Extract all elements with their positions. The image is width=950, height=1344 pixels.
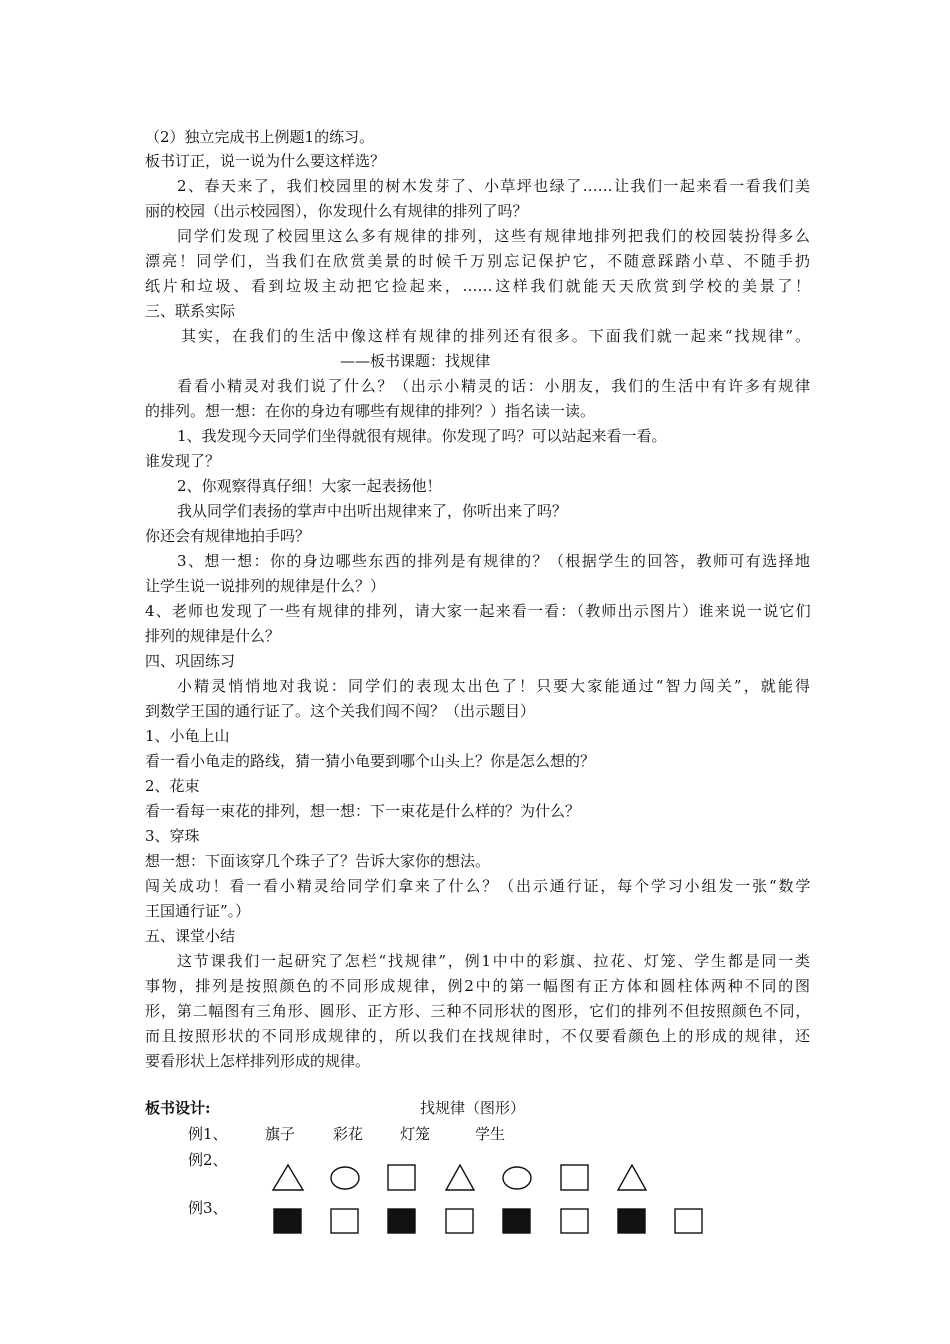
text-line: 到数学王国的通行证了。这个关我们闯不闯？（出示题目）	[145, 702, 536, 720]
text-line: 谁发现了？	[145, 452, 221, 470]
text-line: 王国通行证”。）	[145, 902, 251, 920]
white-square	[675, 1209, 702, 1233]
text-line: 看看小精灵对我们说了什么？（出示小精灵的话：小朋友，我们的生活中有许多有规律	[177, 377, 810, 395]
black-square	[503, 1209, 530, 1233]
white-square	[331, 1209, 358, 1233]
text-line: 小精灵悄悄地对我说：同学们的表现太出色了！只要大家能通过“智力闯关”，就能得	[177, 677, 810, 695]
board-item: 彩花	[333, 1125, 364, 1143]
text-line: 想一想：下面该穿几个珠子了？告诉大家你的想法。	[145, 852, 491, 870]
text-line: 同学们发现了校园里这么多有规律的排列，这些有规律地排列把我们的校园装扮得多么	[177, 227, 810, 245]
square-shape	[561, 1165, 588, 1190]
section-heading: 四、巩固练习	[145, 652, 236, 670]
black-square	[274, 1209, 301, 1233]
triangle-shape	[446, 1165, 474, 1190]
text-line: 看一看小龟走的路线，猜一猜小龟要到哪个山头上？你是怎么想的？	[145, 752, 596, 770]
board-heading: 板书设计:	[145, 1099, 211, 1117]
white-square	[561, 1209, 588, 1233]
text-line: 闯关成功！看一看小精灵给同学们拿来了什么？（出示通行证，每个学习小组发一张“数学	[145, 877, 810, 895]
text-line: （2）独立完成书上例题1的练习。	[145, 128, 375, 146]
triangle-shape	[273, 1165, 303, 1190]
text-line: 丽的校园（出示校园图），你发现什么有规律的排列了吗？	[145, 202, 528, 220]
row-label: 例1、	[188, 1125, 228, 1143]
text-line: 4、老师也发现了一些有规律的排列，请大家一起来看一看：（教师出示图片）谁来说一说它们	[145, 602, 810, 620]
board-item: 灯笼	[400, 1125, 431, 1143]
board-item: 旗子	[265, 1125, 296, 1143]
text-line: 1、我发现今天同学们坐得就很有规律。你发现了吗？可以站起来看一看。	[177, 427, 667, 445]
text-line: 这节课我们一起研究了怎栏“找规律”，例1中中的彩旗、拉花、灯笼、学生都是同一类	[177, 952, 810, 970]
text-line: 的排列。想一想：在你的身边有哪些有规律的排列？）指名读一读。	[145, 402, 596, 420]
pattern-diagram	[260, 1155, 680, 1245]
black-square	[388, 1209, 415, 1233]
text-line: 而且按照形状的不同形成规律的，所以我们在找规律时，不仅要看颜色上的形成的规律，还	[145, 1027, 810, 1045]
section-heading: 三、联系实际	[145, 302, 236, 320]
text-line: 板书订正，说一说为什么要这样选？	[145, 152, 386, 170]
circle-shape	[331, 1167, 359, 1189]
circle-shape	[503, 1167, 531, 1189]
text-line: 纸片和垃圾、看到垃圾主动把它捡起来，……这样我们就能天天欣赏到学校的美景了！	[145, 277, 810, 295]
text-line: 形，第二幅图有三角形、圆形、正方形、三种不同形状的图形，它们的排列不但按照颜色不同，	[145, 1002, 810, 1020]
text-line: 漂亮！同学们，当我们在欣赏美景的时候千万别忘记保护它，不随意踩踏小草、不随手扔	[145, 252, 810, 270]
text-line: 要看形状上怎样排列形成的规律。	[145, 1052, 371, 1070]
text-line: 其实，在我们的生活中像这样有规律的排列还有很多。下面我们就一起来“找规律”。	[181, 327, 810, 345]
text-line: 看一看每一束花的排列，想一想：下一束花是什么样的？为什么？	[145, 802, 581, 820]
square-shape	[388, 1165, 415, 1190]
row-label: 例2、	[188, 1151, 228, 1169]
text-line: 2、春天来了，我们校园里的树木发芽了、小草坪也绿了……让我们一起来看一看我们美	[177, 177, 810, 195]
text-line: 我从同学们表扬的掌声中出听出规律来了，你听出来了吗？	[177, 502, 568, 520]
text-line: 2、你观察得真仔细！大家一起表扬他！	[177, 477, 442, 495]
black-square	[618, 1209, 645, 1233]
text-line: 2、花束	[145, 777, 200, 795]
board-item: 学生	[475, 1125, 506, 1143]
row-label: 例3、	[188, 1199, 228, 1217]
triangle-shape	[618, 1165, 646, 1190]
pattern-diagram-tail	[672, 1207, 708, 1237]
text-line: 3、想一想：你的身边哪些东西的排列是有规律的？（根据学生的回答，教师可有选择地	[177, 552, 810, 570]
text-line: 让学生说一说排列的规律是什么？）	[145, 577, 386, 595]
text-line: 3、穿珠	[145, 827, 200, 845]
section-heading: 五、课堂小结	[145, 927, 236, 945]
white-square	[446, 1209, 473, 1233]
text-line: 你还会有规律地拍手吗？	[145, 527, 311, 545]
lesson-title-line: ——板书课题：找规律	[340, 352, 491, 370]
text-line: 排列的规律是什么？	[145, 627, 281, 645]
board-title: 找规律（图形）	[420, 1099, 526, 1117]
text-line: 1、小龟上山	[145, 727, 230, 745]
text-line: 事物，排列是按照颜色的不同形成规律，例2中的第一幅图有正方体和圆柱体两种不同的图	[145, 977, 810, 995]
